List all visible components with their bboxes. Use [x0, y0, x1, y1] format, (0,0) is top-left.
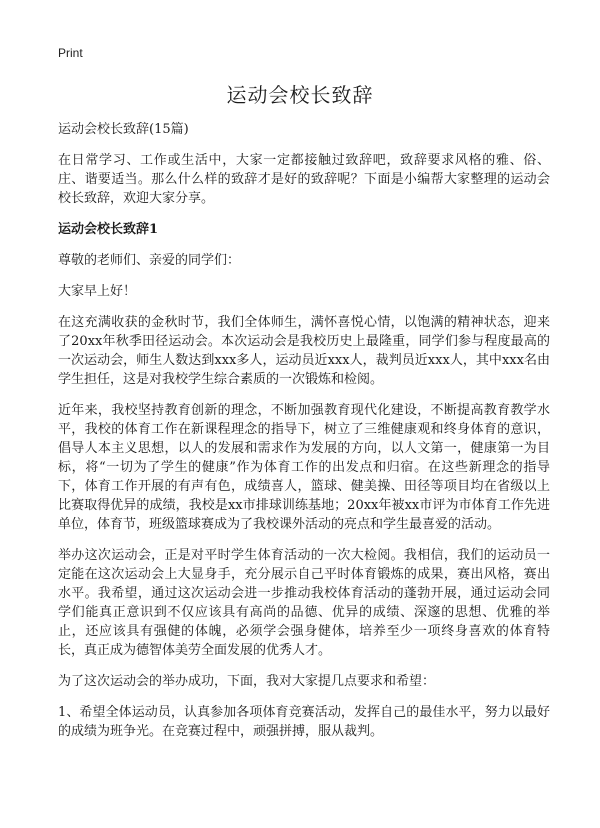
body-paragraph: 为了这次运动会的举办成功，下面，我对大家提几点要求和希望：	[58, 674, 436, 689]
document-body	[58, 120, 550, 753]
greeting-paragraph: 尊敬的老师们、亲爱的同学们：	[58, 253, 241, 268]
document-subtitle: 运动会校长致辞(15篇)	[58, 122, 189, 137]
print-label: Print	[58, 46, 83, 60]
salutation-paragraph: 大家早上好！	[58, 284, 137, 299]
page-title: 运动会校长致辞	[226, 83, 374, 107]
body-paragraph: 举办这次运动会，正是对平时学生体育活动的一次大检阅。我相信，我们的运动员一定能在这次运动会上大显身手，充分展示自己平时体育锻炼的成果，赛出风格，赛出水平。我希望，通过这次运动会进一步推动我校体育活动的蓬勃开展，通过运动会同学们能真正意识到不仅应该具有高尚的品德、优异的成绩、深邃的思想、优雅的举止，还应该具有强健的体魄，必须学会强身健体，培养至少一项终身喜欢的体育特长，真正成为德智体美劳全面发展的优秀人才。	[58, 548, 550, 658]
intro-paragraph: 在日常学习、工作或生活中，大家一定都接触过致辞吧，致辞要求风格的雅、俗、庄、谐要适当。那么什么样的致辞才是好的致辞呢？下面是小编帮大家整理的运动会校长致辞，欢迎大家分享。	[58, 153, 550, 206]
body-paragraph: 近年来，我校坚持教育创新的理念，不断加强教育现代化建设，不断提高教育教学水平，我校的体育工作在新课程理念的指导下，树立了三维健康观和终身体育的意识，倡导人本主义思想，以人的发展和需求作为发展的方向，以人文第一，健康第一为目标，将“一切为了学生的健康”作为体育工作的出发点和归宿。在这些新理念的指导下，体育工作开展的有声有色，成绩喜人，篮球、健美操、田径等项目均在省级以上比赛取得优异的成绩，我校是xx市排球训练基地；20xx年被xx市评为市体育工作先进单位，体育节，班级篮球赛成为了我校课外活动的亮点和学生最喜爱的活动。	[58, 403, 550, 532]
section-heading: 运动会校长致辞1	[58, 222, 159, 237]
body-paragraph: 1、希望全体运动员，认真参加各项体育竞赛活动，发挥自己的最佳水平，努力以最好的成绩为班争光。在竞赛过程中，顽强拼搏，服从裁判。	[58, 705, 550, 739]
body-paragraph: 在这充满收获的金秋时节，我们全体师生，满怀喜悦心情，以饱满的精神状态，迎来了20xx年秋季田径运动会。本次运动会是我校历史上最隆重，同学们参与程度最高的一次运动会，师生人数达到xxx多人，运动员近xxx人，裁判员近xxx人，其中xxx名由学生担任，这是对我校学生综合素质的一次锻炼和检阅。	[58, 315, 550, 387]
